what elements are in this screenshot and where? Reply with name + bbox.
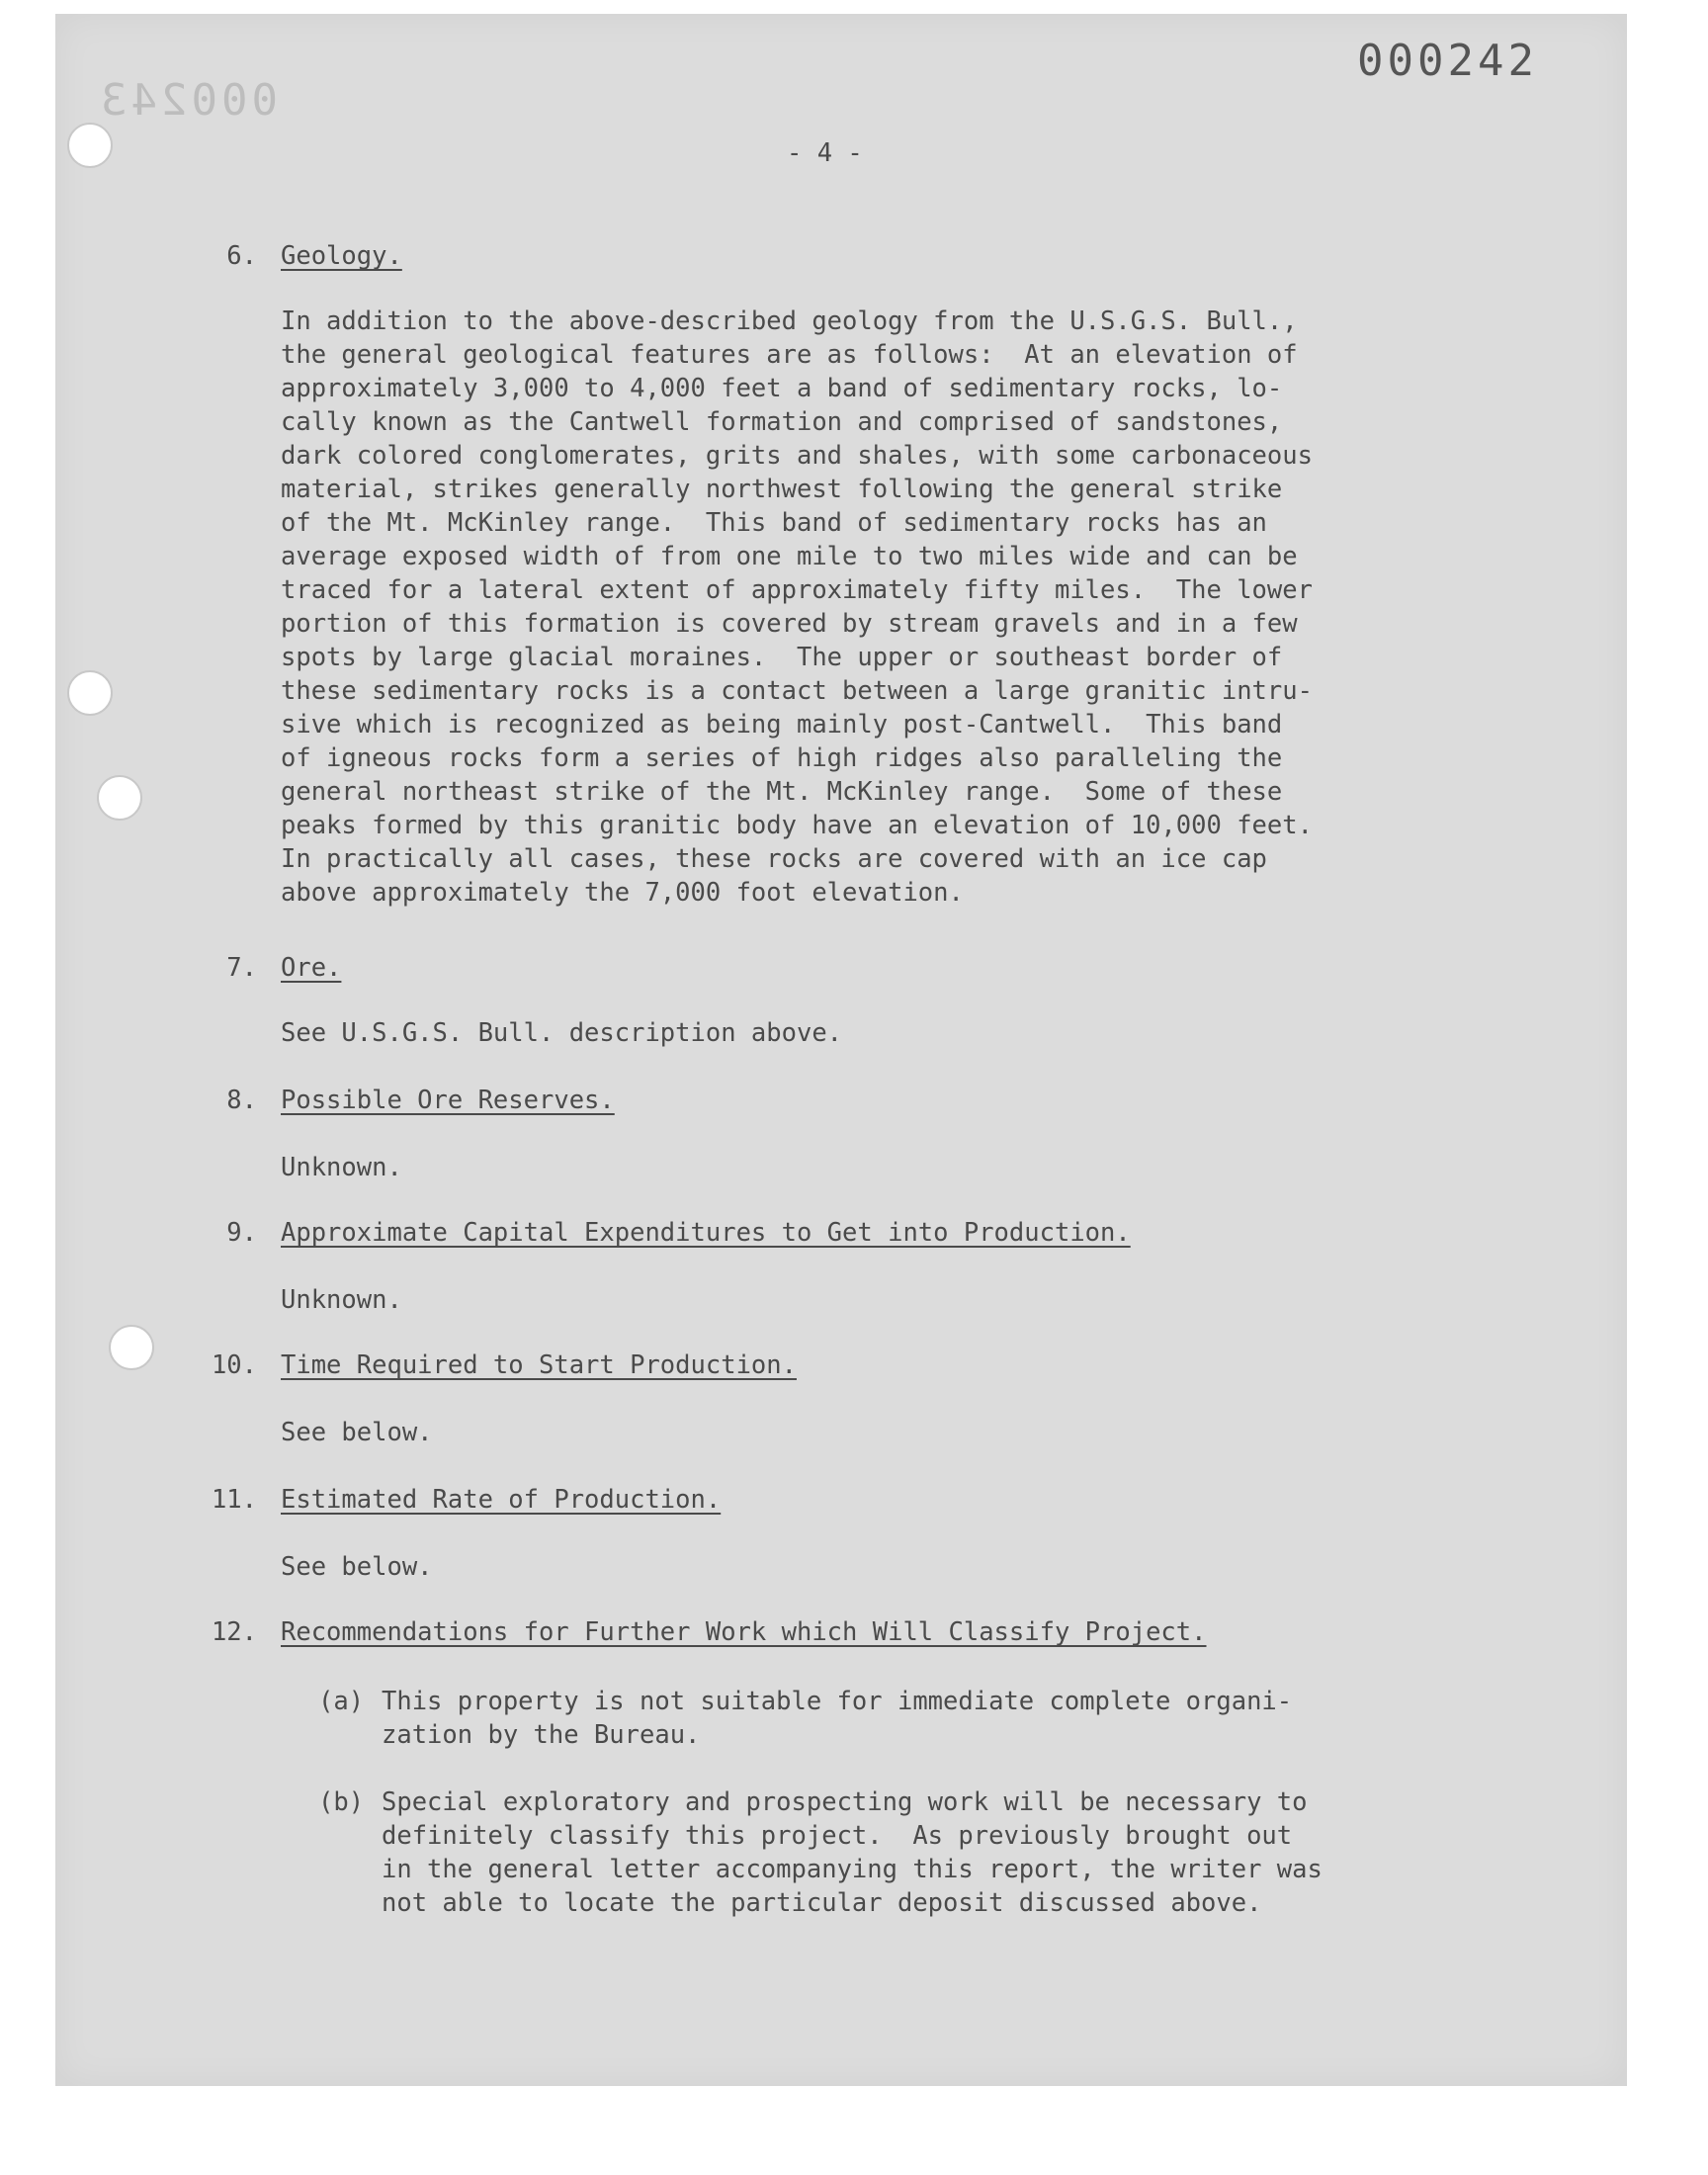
paragraph-line: of igneous rocks form a series of high ridges also paralleling the xyxy=(281,743,1283,773)
section-title-ore: Ore. xyxy=(281,953,342,983)
paragraph-line: traced for a lateral extent of approximately fifty miles. The lower xyxy=(281,575,1313,605)
punch-hole xyxy=(67,123,113,168)
recommendation-item-b xyxy=(382,1785,1323,1920)
paragraph-line: In addition to the above-described geology from the U.S.G.S. Bull., xyxy=(281,306,1298,336)
paragraph-line: average exposed width of from one mile to two miles wide and can be xyxy=(281,542,1298,571)
paragraph-line: above approximately the 7,000 foot elevation. xyxy=(281,878,964,908)
item-line: zation by the Bureau. xyxy=(382,1720,701,1750)
paragraph-line: of the Mt. McKinley range. This band of sedimentary rocks has an xyxy=(281,508,1267,538)
geology-paragraph xyxy=(281,304,1313,910)
document-stamp-number: 000242 xyxy=(1357,36,1538,86)
page-number: - 4 - xyxy=(787,138,863,168)
paragraph-line: portion of this formation is covered by stream gravels and in a few xyxy=(281,609,1298,639)
paragraph-line: peaks formed by this granitic body have an elevation of 10,000 feet. xyxy=(281,811,1313,840)
item-line: definitely classify this project. As previously brought out xyxy=(382,1821,1293,1851)
section-body-rate-of-production: See below. xyxy=(281,1552,433,1582)
paragraph-line: sive which is recognized as being mainly post-Cantwell. This band xyxy=(281,710,1283,740)
section-number: 11. xyxy=(211,1485,257,1515)
punch-hole xyxy=(67,670,113,716)
paragraph-line: In practically all cases, these rocks are covered with an ice cap xyxy=(281,844,1267,874)
section-number: 12. xyxy=(211,1617,257,1647)
ghost-stamp-number: 000243 xyxy=(97,75,278,126)
section-title-ore-reserves: Possible Ore Reserves. xyxy=(281,1086,615,1115)
item-line: This property is not suitable for immediate complete organi- xyxy=(382,1687,1293,1716)
paragraph-line: approximately 3,000 to 4,000 feet a band of sedimentary rocks, lo- xyxy=(281,374,1283,403)
section-number: 9. xyxy=(226,1218,257,1248)
document-page xyxy=(55,14,1627,2086)
recommendation-item-a xyxy=(382,1685,1292,1752)
section-title-recommendations: Recommendations for Further Work which Will Classify Project. xyxy=(281,1617,1207,1647)
paragraph-line: the general geological features are as follows: At an elevation of xyxy=(281,340,1298,370)
section-number: 10. xyxy=(211,1350,257,1380)
paragraph-line: material, strikes generally northwest following the general strike xyxy=(281,475,1283,504)
section-number: 7. xyxy=(226,953,257,983)
paragraph-line: spots by large glacial moraines. The upper or southeast border of xyxy=(281,643,1283,672)
item-line: in the general letter accompanying this report, the writer was xyxy=(382,1855,1323,1884)
item-label: (a) xyxy=(318,1687,365,1716)
section-body-capital-expenditures: Unknown. xyxy=(281,1285,402,1315)
item-line: not able to locate the particular deposit discussed above. xyxy=(382,1888,1262,1918)
item-label: (b) xyxy=(318,1787,365,1817)
section-number: 8. xyxy=(226,1086,257,1115)
section-number: 6. xyxy=(226,241,257,271)
section-body-ore: See U.S.G.S. Bull. description above. xyxy=(281,1018,843,1048)
section-title-capital-expenditures: Approximate Capital Expenditures to Get into Production. xyxy=(281,1218,1131,1248)
section-body-ore-reserves: Unknown. xyxy=(281,1153,402,1182)
section-title-time-required: Time Required to Start Production. xyxy=(281,1350,797,1380)
item-line: Special exploratory and prospecting work will be necessary to xyxy=(382,1787,1308,1817)
paragraph-line: general northeast strike of the Mt. McKinley range. Some of these xyxy=(281,777,1283,807)
paragraph-line: these sedimentary rocks is a contact between a large granitic intru- xyxy=(281,676,1313,706)
section-body-time-required: See below. xyxy=(281,1418,433,1447)
paragraph-line: dark colored conglomerates, grits and shales, with some carbonaceous xyxy=(281,441,1313,471)
punch-hole xyxy=(97,775,142,821)
paragraph-line: cally known as the Cantwell formation and comprised of sandstones, xyxy=(281,407,1283,437)
section-title-geology: Geology. xyxy=(281,241,402,271)
section-title-rate-of-production: Estimated Rate of Production. xyxy=(281,1485,722,1515)
